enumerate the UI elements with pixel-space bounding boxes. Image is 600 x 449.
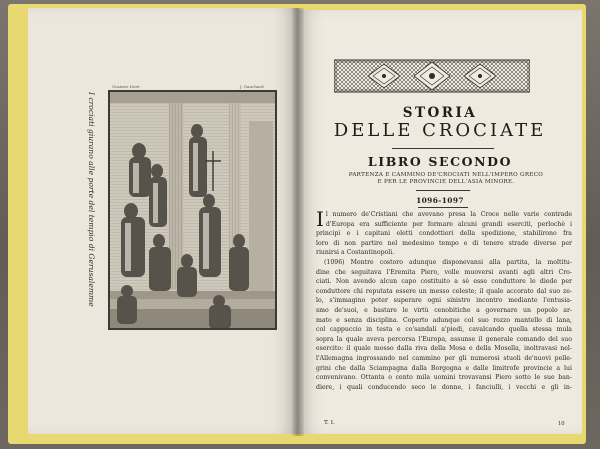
page-number: 10	[558, 421, 565, 427]
subtitle-line2: E PER LE PROVINCIE DELL'ASIA MINORE.	[377, 179, 515, 185]
book-title: LIBRO SECONDO	[367, 154, 513, 169]
body-line: l numero de'Cristiani che avevano presa la Croce nelle varie contrade	[325, 211, 572, 218]
body-line: ciati. Non avendo alcun capo costituito a sè esse conduttore le diede per	[316, 278, 572, 286]
body-line: mato e senza disciplina. Coperto adunque col suo rozzo mantello di lana,	[316, 316, 572, 324]
body-line: sopra la quale aveva percorsa l'Europa, assunse il generale comando del suo	[316, 335, 572, 343]
body-line: col cappuccio in testa e co'sandali a'piedi, cavalcando quella stessa mula	[316, 326, 572, 334]
body-line: loro di non partire nel medesimo tempo e di tenere strade diverse per	[316, 239, 572, 247]
body-line: l'Allemagna ingrossando nel cammino per gli numerosi stuoli de'nuovi pelle-	[316, 354, 572, 362]
body-lines	[316, 207, 572, 392]
ornament-icon	[334, 56, 530, 96]
footer-signature: T. I.	[324, 420, 335, 426]
book-gutter	[292, 8, 304, 436]
engraving-plate	[108, 90, 277, 330]
subtitle-divider	[416, 190, 470, 191]
subtitle-line1: PARTENZA E CAMMINO DE'CROCIATI NELL'IMPERO GRECO	[348, 172, 544, 178]
body-line: d'Europa era sufficiente per formare alcuni grandi eserciti, perlochè i	[325, 220, 572, 228]
drop-cap: I	[316, 207, 324, 231]
page-title-line2: DELLE CROCIATE	[333, 120, 547, 141]
page-title-line1: STORIA	[402, 105, 478, 121]
body-line: lo, s'immagino poter superare ogni sinistro incontro mediante l'entusia-	[316, 297, 572, 305]
engraving-illustration	[109, 91, 276, 329]
title-divider	[392, 148, 494, 149]
body-line: dine che seguitava l'Eremita Piero, volle muoversi avanti agli altri Cro-	[316, 268, 572, 276]
body-line: (1096) Mentre costoro adunque disponevansi alla partita, la moltitu-	[324, 258, 572, 266]
body-line: esercito: il quale mosso dalla riva della Mosa e della Mosella, inoltravasi nel-	[316, 345, 572, 353]
body-line: riunirsi a Costantinopoli.	[316, 249, 395, 257]
body-line: diere, i quali conducendo seco le donne, i fanciulli, i vecchi e gli in-	[316, 383, 572, 391]
plate-caption: I crociati giurano alle porte del tempio di Gerusalemme	[87, 92, 96, 307]
ornamental-header-band	[334, 56, 530, 96]
body-line: convenivano. Ottanta o cento mila uomini trovavansi Piero sotto le sue ban-	[316, 374, 572, 382]
body-text	[316, 207, 572, 392]
chapter-subtitle	[336, 172, 556, 186]
plate-caption-wrap	[84, 92, 96, 332]
plate-artist-right: J. Gauchard	[240, 84, 264, 89]
plate-artist-left: Gustave Doré	[112, 84, 140, 89]
chapter-years: 1096-1097	[416, 196, 464, 205]
years-divider	[418, 207, 468, 208]
body-line: grini che dalla Sciampagna dalla Borgogna e dalle limitrofe provincie a lui	[316, 364, 572, 372]
body-line: smo de'suoi, e bastare le virtù cenobitiche a governare un popolo ar-	[316, 306, 572, 314]
body-line: conduttore chi reputata essere un messo celeste; il quale accorato dal suo ze-	[316, 287, 572, 295]
body-line: principi e i capitani eletti condottieri della spedizione, stabilirono fra	[316, 230, 572, 238]
